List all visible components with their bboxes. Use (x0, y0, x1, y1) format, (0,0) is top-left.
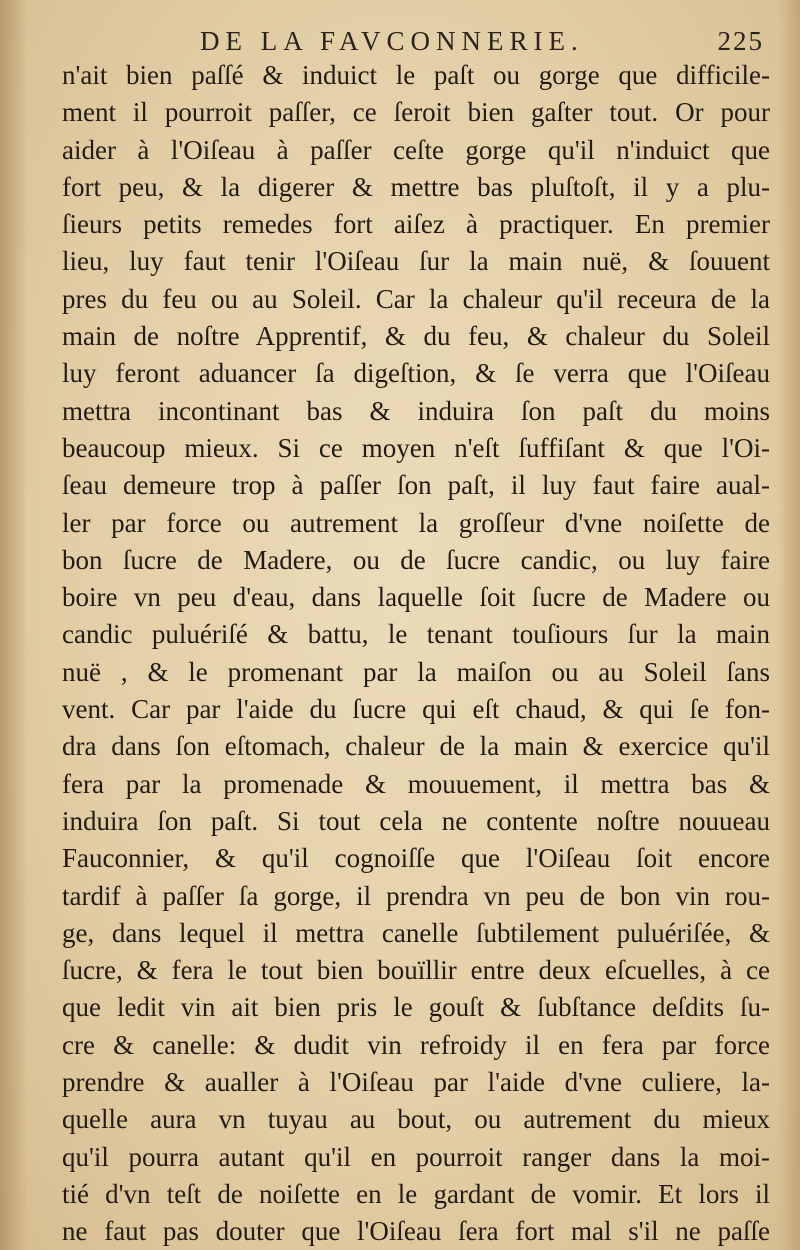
text-line: pres du feu ou au Soleil. Car la chaleur qu'il receura de la (62, 283, 770, 314)
text-line: boire vn peu d'eau, dans laquelle ſoit ſucre de Madere ou (62, 582, 770, 613)
text-line: ſieurs petits remedes fort aiſez à practiquer. En premier (62, 209, 770, 240)
text-line: lieu, luy faut tenir l'Oiſeau ſur la main nuë, & ſouuent (62, 246, 770, 277)
text-line: luy feront aduancer ſa digeſtion, & ſe verra que l'Oiſeau (62, 358, 770, 389)
text-line: ge, dans lequel il mettra canelle ſubtilement puluériſée, & (62, 917, 770, 948)
text-line: n'ait bien paſſé & induict le paſt ou gorge que difficile- (62, 60, 770, 90)
text-line: candic puluériſé & battu, le tenant touſiours ſur la main (62, 619, 770, 650)
text-line: tié d'vn teſt de noiſette en le gardant de vomir. Et lors il (62, 1178, 770, 1209)
text-line: main de noſtre Apprentif, & du feu, & chaleur du Soleil (62, 321, 770, 352)
text-line: que ledit vin ait bien pris le gouſt & ſubſtance deſdits ſu- (62, 992, 770, 1023)
text-line: ne faut pas douter que l'Oiſeau ſera fort mal s'il ne paſſe (62, 1216, 770, 1247)
text-line: nuë , & le promenant par la maiſon ou au Soleil ſans (62, 656, 770, 687)
text-line: ler par force ou autrement la groſſeur d'vne noiſette de (62, 507, 770, 538)
text-line: prendre & aualler à l'Oiſeau par l'aide d'vne culiere, la- (62, 1067, 770, 1098)
text-line: cre & canelle: & dudit vin refroidy il en fera par force (62, 1029, 770, 1060)
text-line: Fauconnier, & qu'il cognoiſſe que l'Oiſeau ſoit encore (62, 843, 770, 874)
text-line: aider à l'Oiſeau à paſſer ceſte gorge qu'il n'induict que (62, 134, 770, 165)
text-line: induira ſon paſt. Si tout cela ne contente noſtre nouueau (62, 805, 770, 836)
text-line: tardif à paſſer ſa gorge, il prendra vn peu de bon vin rou- (62, 880, 770, 911)
page-edge-shadow-right (778, 0, 800, 1250)
text-line: bon ſucre de Madere, ou de ſucre candic, ou luy faire (62, 544, 770, 575)
running-title: DE LA FAVCONNERIE. (200, 26, 584, 56)
text-line: ſeau demeure trop à paſſer ſon paſt, il luy faut faire aual- (62, 470, 770, 501)
page-edge-shadow-left (0, 0, 28, 1250)
text-line: mettra incontinant bas & induira ſon paſt du moins (62, 395, 770, 426)
body-text (62, 57, 770, 1250)
text-line: beaucoup mieux. Si ce moyen n'eſt ſuffiſant & que l'Oi- (62, 432, 770, 463)
page-number: 225 (717, 26, 764, 56)
text-line: quelle aura vn tuyau au bout, ou autrement du mieux (62, 1104, 770, 1135)
text-line: qu'il pourra autant qu'il en pourroit ranger dans la moi- (62, 1141, 770, 1172)
text-line: vent. Car par l'aide du ſucre qui eſt chaud, & qui ſe fon- (62, 694, 770, 725)
text-line: fera par la promenade & mouuement, il mettra bas & (62, 768, 770, 799)
text-line: dra dans ſon eſtomach, chaleur de la main & exercice qu'il (62, 731, 770, 762)
text-line: ſucre, & fera le tout bien bouïllir entre deux eſcuelles, à ce (62, 955, 770, 986)
text-line: fort peu, & la digerer & mettre bas pluſtoſt, il y a plu- (62, 171, 770, 202)
text-line: ment il pourroit paſſer, ce ſeroit bien gaſter tout. Or pour (62, 97, 770, 128)
